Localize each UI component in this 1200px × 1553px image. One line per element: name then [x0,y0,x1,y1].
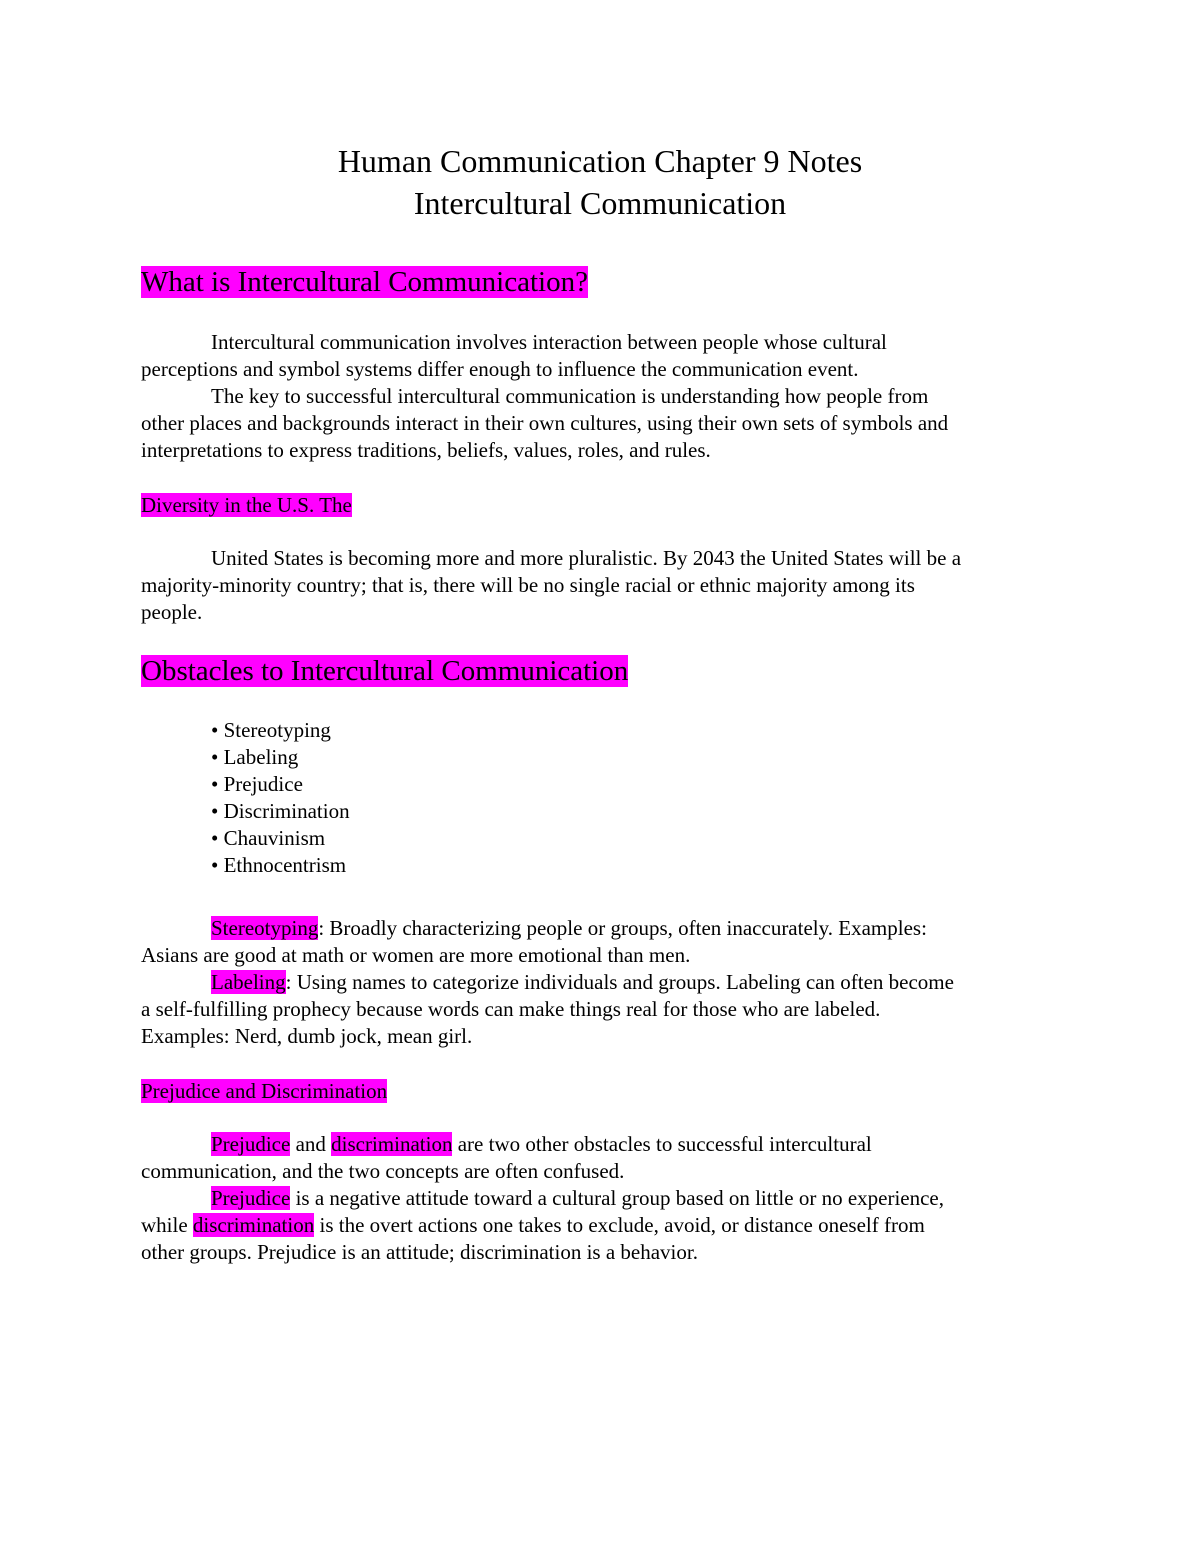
heading-highlight: Diversity in the U.S. The [141,493,352,517]
term-highlight: Labeling [211,970,286,994]
list-item: • Prejudice [211,772,303,796]
definitions-paragraph [141,915,1071,1050]
section-heading-diversity [141,492,352,518]
section-heading-what-is [141,265,588,299]
document-title [0,140,1200,224]
list-item: • Stereotyping [211,718,331,742]
term-highlight: discrimination [331,1132,453,1156]
text-line: : Broadly characterizing people or groups, often inaccurately. Examples: [318,916,927,940]
text-fragment: while [141,1213,193,1237]
text-line: is a negative attitude toward a cultural group based on little or no experience, [290,1186,944,1210]
title-line-2: Intercultural Communication [413,185,787,221]
obstacles-list [211,717,350,879]
term-highlight: Prejudice [211,1186,291,1210]
text-line: people. [141,600,203,624]
text-line: other places and backgrounds interact in their own cultures, using their own sets of symbols and [141,411,949,435]
text-line: Asians are good at math or women are more emotional than men. [141,943,691,967]
heading-highlight: Obstacles to Intercultural Communication [141,655,629,687]
text-line: majority-minority country; that is, there will be no single racial or ethnic majority among its [141,573,915,597]
term-highlight: discrimination [192,1213,315,1237]
section1-paragraph [141,329,1071,464]
term-highlight: Prejudice [211,1132,291,1156]
list-item: • Labeling [211,745,299,769]
text-fragment: and [290,1132,332,1156]
section4-paragraph [141,1131,1071,1266]
section2-paragraph [141,545,1071,626]
section-heading-obstacles [141,654,628,688]
text-line: is the overt actions one takes to exclude, avoid, or distance oneself from [314,1213,925,1237]
text-line: Examples: Nerd, dumb jock, mean girl. [141,1024,473,1048]
text-line: perceptions and symbol systems differ enough to influence the communication event. [141,357,859,381]
text-line: interpretations to express traditions, beliefs, values, roles, and rules. [141,438,711,462]
text-line: United States is becoming more and more pluralistic. By 2043 the United States will be a [211,546,962,570]
text-line: The key to successful intercultural communication is understanding how people from [211,384,929,408]
text-line: are two other obstacles to successful intercultural [452,1132,872,1156]
term-highlight: Stereotyping [211,916,319,940]
section-heading-prejudice [141,1078,387,1104]
title-line-1: Human Communication Chapter 9 Notes [337,143,863,179]
list-item: • Ethnocentrism [211,853,347,877]
list-item: • Discrimination [211,799,350,823]
text-line: a self-fulfilling prophecy because words can make things real for those who are labeled. [141,997,881,1021]
text-line: other groups. Prejudice is an attitude; discrimination is a behavior. [141,1240,698,1264]
heading-highlight: What is Intercultural Communication? [141,266,588,298]
text-line: : Using names to categorize individuals and groups. Labeling can often become [285,970,954,994]
text-line: communication, and the two concepts are often confused. [141,1159,625,1183]
text-line: Intercultural communication involves interaction between people whose cultural [211,330,887,354]
list-item: • Chauvinism [211,826,326,850]
heading-highlight: Prejudice and Discrimination [141,1079,388,1103]
